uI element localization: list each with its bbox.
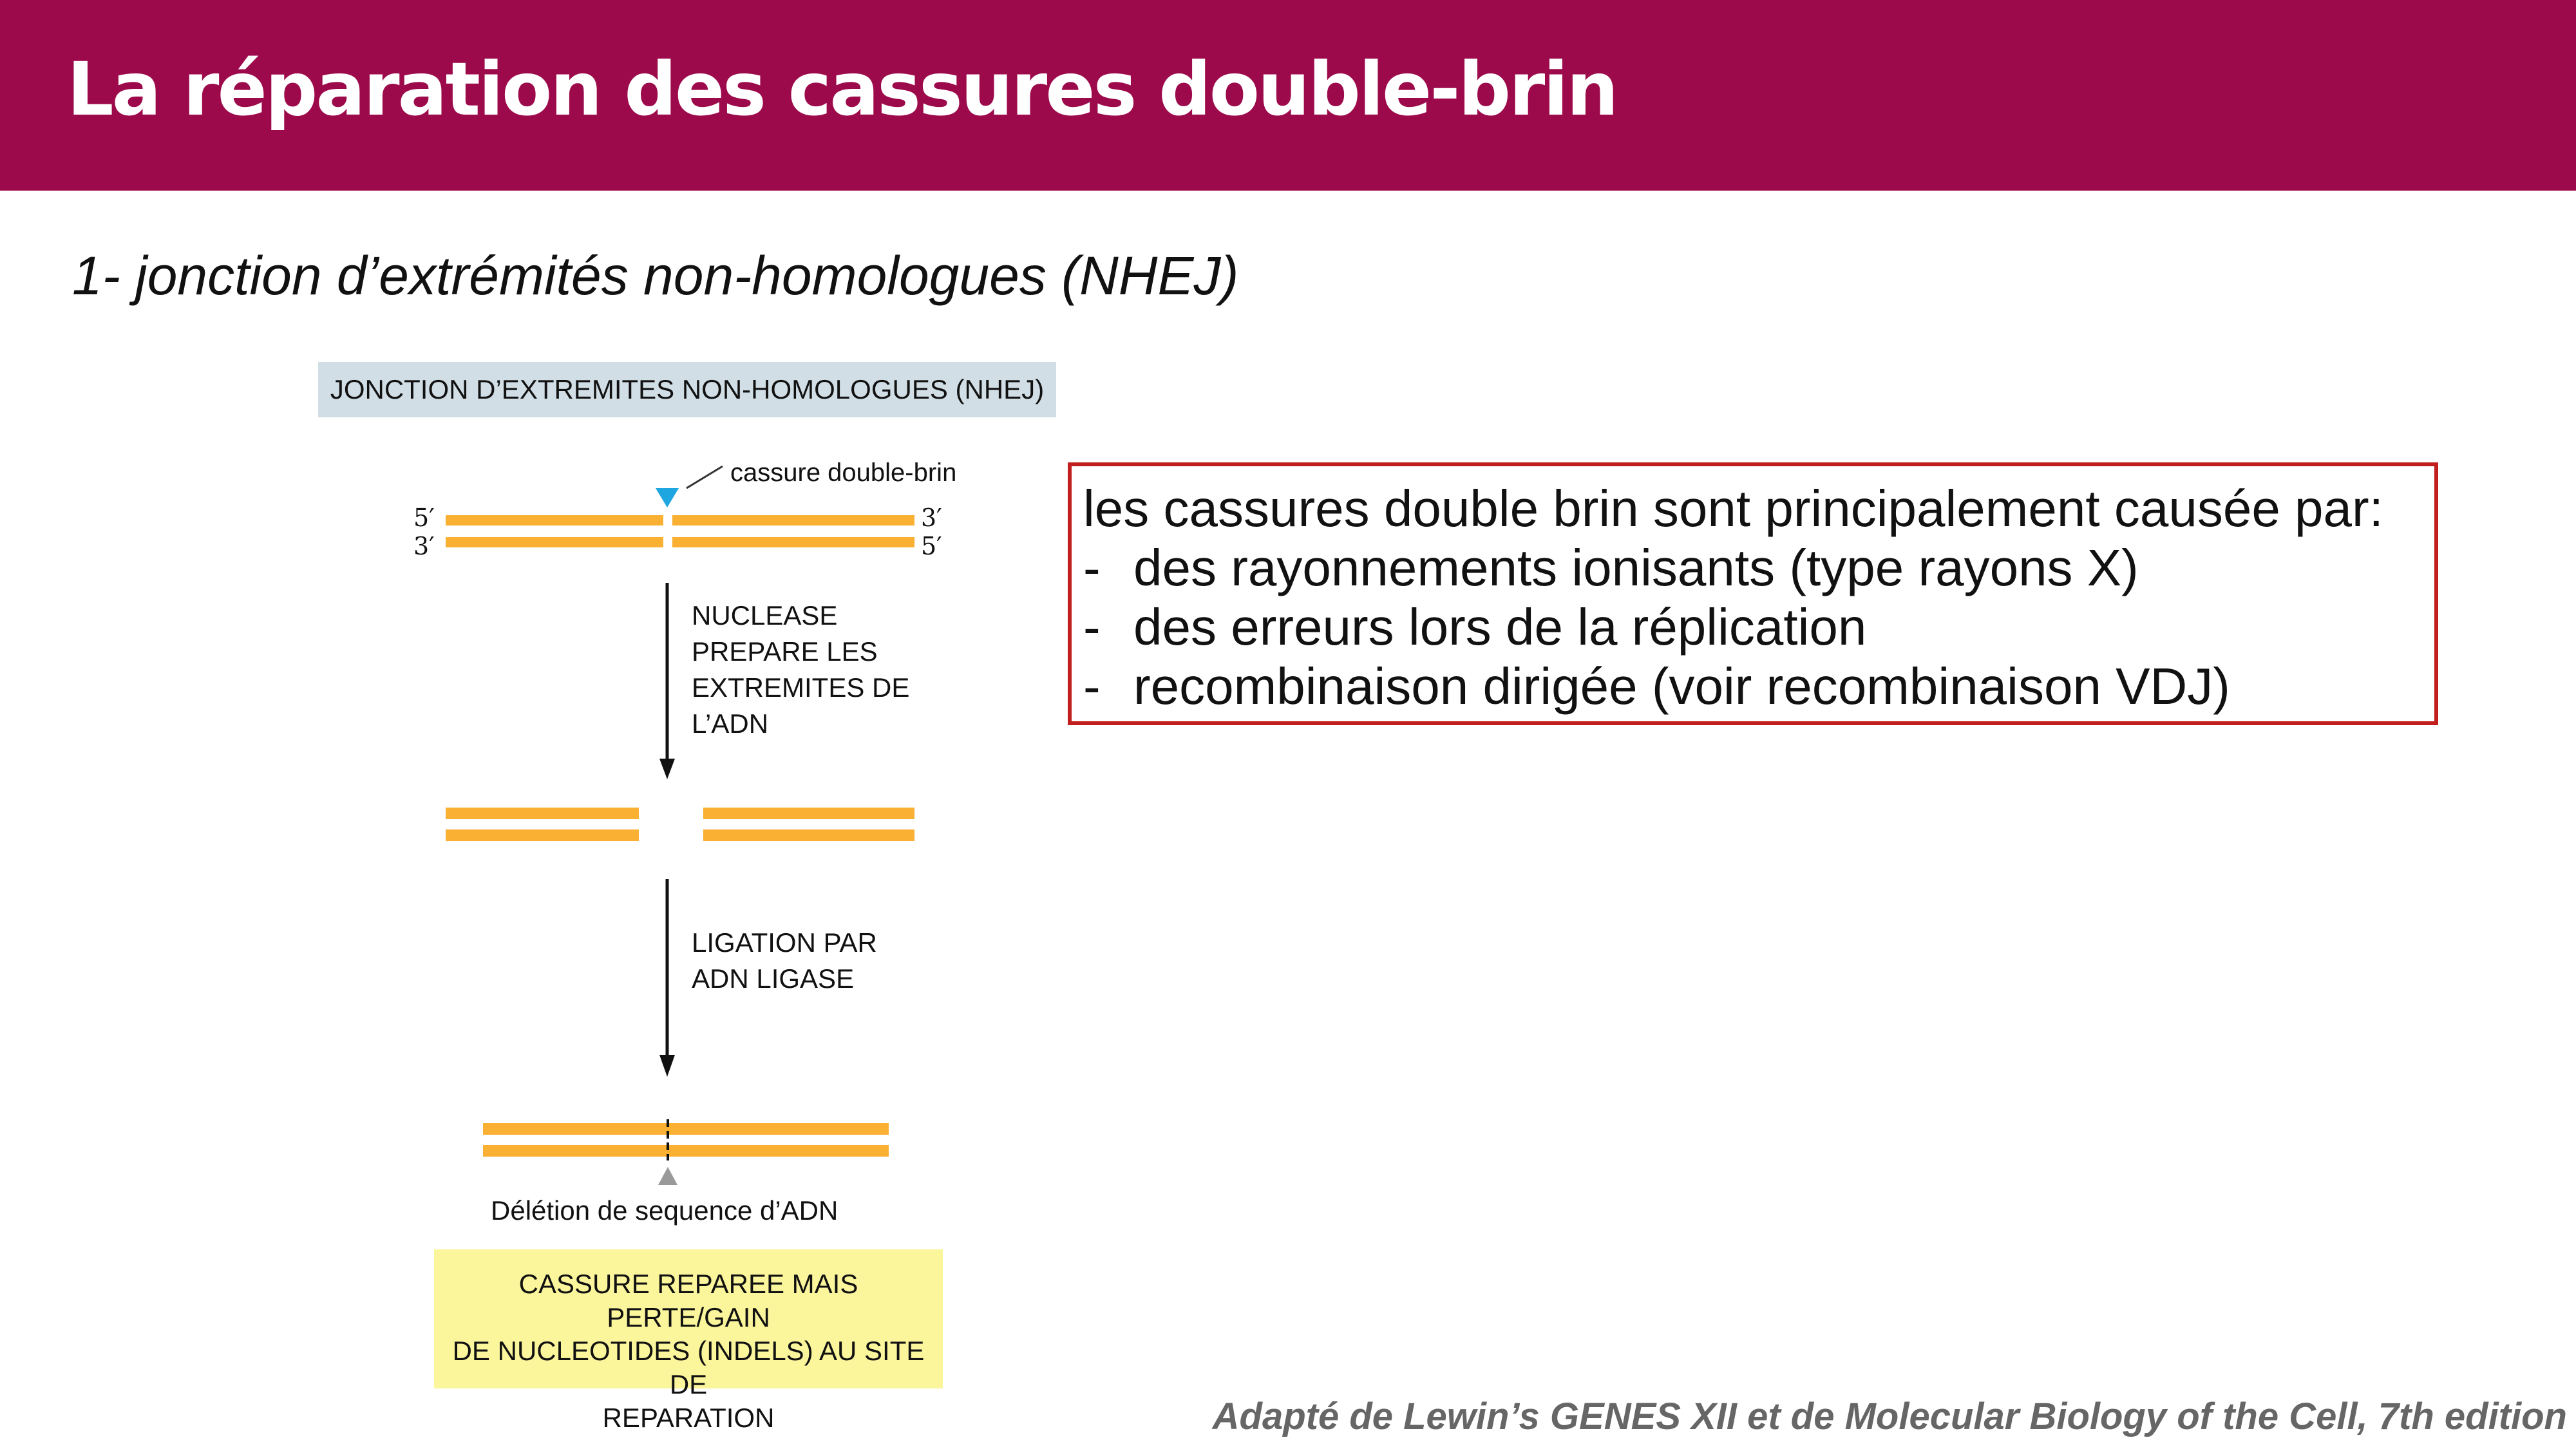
dna-strand-top-left-resected [446, 808, 639, 819]
arrow-step2-head-icon [659, 1055, 675, 1077]
causes-callout-box [1068, 462, 2438, 725]
break-leader-line [687, 466, 723, 488]
break-marker-icon [656, 488, 679, 507]
dna-strand-bottom-repaired [483, 1145, 889, 1157]
dna-strand-top-right [672, 515, 914, 526]
bullet-text: recombinaison dirigée (voir recombinaison VDJ) [1133, 658, 2230, 715]
end-label-top-left: 5′ [413, 504, 435, 532]
dna-strand-bottom-left-resected [446, 829, 639, 841]
dna-strand-bottom-right-resected [703, 829, 914, 841]
callout-bullet [1083, 657, 2434, 716]
result-line: DE NUCLEOTIDES (INDELS) AU SITE DE [452, 1336, 925, 1399]
bullet-text: des rayonnements ionisants (type rayons X) [1133, 539, 2139, 596]
step1-label [692, 598, 909, 742]
deletion-label: Délétion de sequence d’ADN [491, 1195, 838, 1226]
bullet-marker: - [1083, 598, 1101, 656]
dna-strand-top-left [446, 515, 663, 526]
dna-strand-top-right-resected [703, 808, 914, 819]
bullet-marker: - [1083, 658, 1101, 715]
result-line: REPARATION [602, 1403, 775, 1433]
arrow-step1-head-icon [659, 759, 675, 779]
step2-line: ADN LIGASE [692, 963, 855, 994]
bullet-marker: - [1083, 539, 1101, 596]
break-label: cassure double-brin [730, 459, 957, 487]
deletion-marker-icon [658, 1167, 677, 1185]
section-subtitle: 1- jonction d’extrémités non-homologues (NHEJ) [72, 245, 1239, 306]
step2-label [692, 925, 877, 997]
result-box [434, 1249, 943, 1433]
end-label-bottom-left: 3′ [413, 532, 435, 560]
dna-strand-bottom-left [446, 537, 663, 547]
bullet-text: des erreurs lors de la réplication [1133, 598, 1867, 656]
callout-bullet [1083, 598, 2434, 657]
page-title: La réparation des cassures double-brin [67, 46, 1617, 132]
step1-line: EXTREMITES DE [692, 672, 910, 703]
end-label-bottom-right: 5′ [921, 532, 942, 560]
dna-strand-top-repaired [483, 1123, 889, 1135]
callout-heading: les cassures double brin sont principalement causée par: [1083, 480, 2383, 537]
step1-line: NUCLEASE [692, 600, 838, 630]
step1-line: L’ADN [692, 708, 769, 739]
diagram-title-box: JONCTION D’EXTREMITES NON-HOMOLOGUES (NHEJ) [318, 362, 1056, 417]
result-line: CASSURE REPAREE MAIS PERTE/GAIN [518, 1269, 858, 1332]
end-label-top-right: 3′ [921, 504, 942, 532]
callout-bullet [1083, 538, 2434, 598]
step1-line: PREPARE LES [692, 636, 878, 667]
step2-line: LIGATION PAR [692, 927, 877, 958]
source-credit: Adapté de Lewin’s GENES XII et de Molecular Biology of the Cell, 7th edition [1212, 1396, 2567, 1437]
dna-strand-bottom-right [672, 537, 914, 547]
